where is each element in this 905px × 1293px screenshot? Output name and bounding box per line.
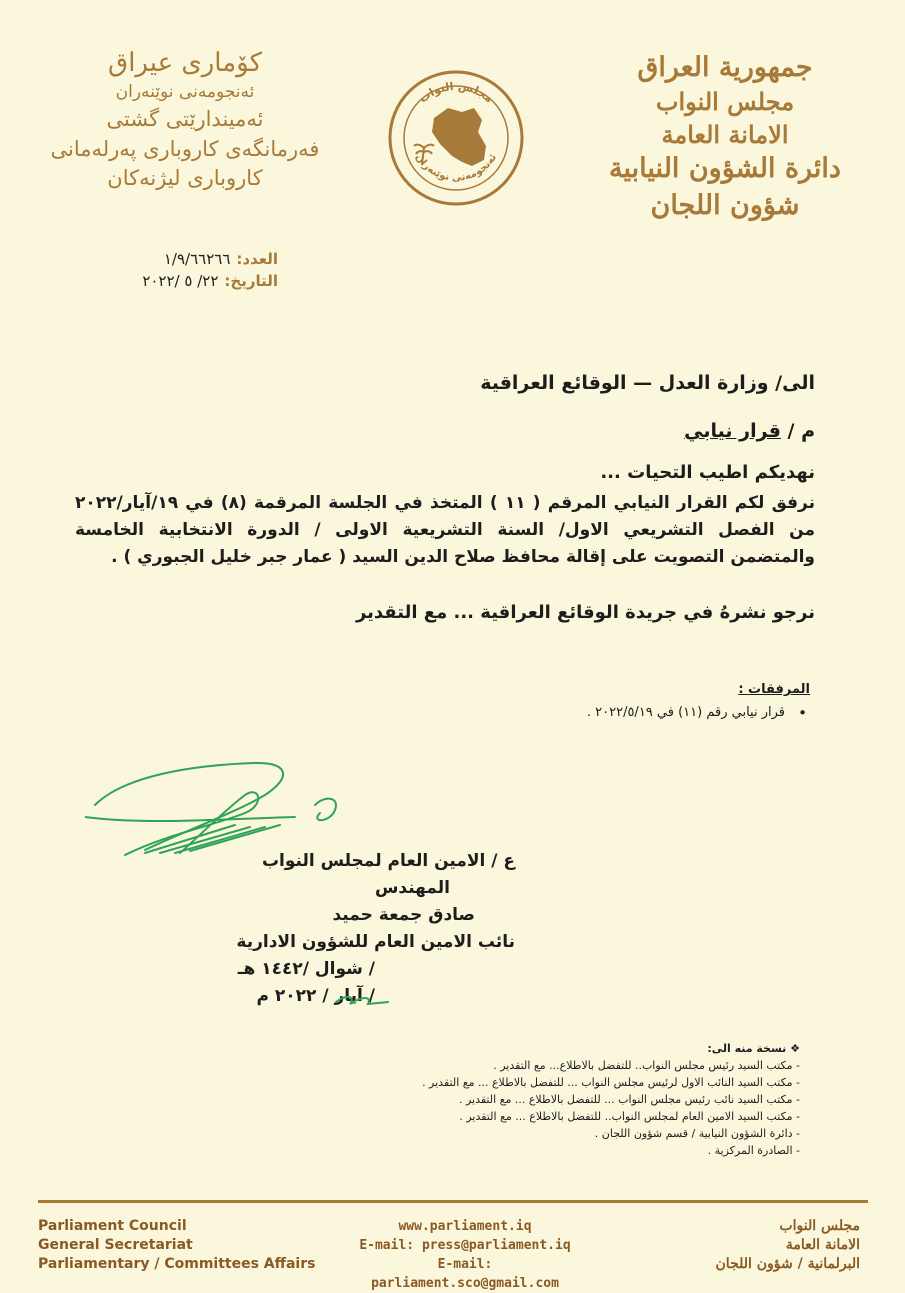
signatory-title: ع / الامين العام لمجلس النواب: [261, 851, 515, 871]
copies-to-heading: ❖ نسخة منه الى:: [707, 1042, 800, 1055]
letterhead-line: کاروباری لیژنەکان: [107, 165, 263, 190]
reference-date-label: التاريخ:: [224, 272, 278, 290]
request-line: نرجو نشرهُ في جريدة الوقائع العراقية ... مع التقدير: [355, 602, 815, 623]
signatory-hijri-date: / شوال /١٤٤٢ هـ: [237, 959, 375, 979]
copy-recipient: - مكتب السيد رئيس مجلس النواب.. للتفضل بالاطلاع... مع التقدير .: [493, 1059, 800, 1072]
letterhead-line: شؤون اللجان: [650, 189, 800, 221]
copy-recipient: - دائرة الشؤون النيابية / قسم شؤون اللجان .: [594, 1127, 800, 1140]
footer-divider: [38, 1200, 868, 1203]
reference-number-row: [78, 250, 278, 268]
footer-line: الامانة العامة: [785, 1237, 860, 1253]
arabic-letterhead: [595, 50, 855, 224]
footer-contact: [345, 1217, 585, 1293]
attachments-heading: المرفقات :: [738, 682, 810, 697]
seal-bottom-text: ئەنجومەنی نوێنەران: [412, 152, 500, 184]
kurdish-letterhead: [40, 45, 330, 193]
copy-recipient: - مكتب السيد الامين العام لمجلس النواب.. للتفضل بالاطلاع ... مع التقدير .: [459, 1110, 800, 1123]
letterhead-line: مجلس النواب: [655, 87, 795, 117]
footer-website-link[interactable]: www.parliament.iq: [398, 1219, 532, 1234]
seal-top-text: مجلس النواب: [416, 79, 496, 106]
footer-line: مجلس النواب: [779, 1218, 860, 1234]
attachment-item: • قرار نيابي رقم (١١) في ٢٠٢٢/٥/١٩ .: [587, 705, 785, 720]
letterhead-line: کۆماری عیراق: [108, 48, 262, 78]
footer-email[interactable]: E-mail: parliament.sco@gmail.com: [371, 1257, 559, 1291]
letterhead-line: الامانة العامة: [661, 119, 789, 149]
footer-line: Parliamentary / Committees Affairs: [38, 1256, 316, 1272]
reference-date-value: ٢٢/ ٥ /٢٠٢٢: [142, 272, 219, 290]
footer-line: Parliament Council: [38, 1218, 187, 1234]
reference-number-label: العدد:: [236, 250, 278, 268]
footer-email[interactable]: E-mail: press@parliament.iq: [359, 1238, 571, 1253]
footer-line: البرلمانية / شؤون اللجان: [715, 1256, 860, 1272]
footer-arabic: [716, 1217, 860, 1274]
letterhead-line: دائرة الشؤون النيابية: [609, 153, 841, 185]
letterhead-line: ئەنجومەنی نوێنەران: [115, 82, 255, 103]
body-paragraph: نرفق لكم القرار النيابي المرقم ( ١١ ) المتخذ في الجلسة المرقمة (٨) في ١٩/آيار/٢٠٢٢ من الفصل التشريعي الاول/ السنة التشريعية الاولى / الدورة الانتخابية الخامسة والمتضمن التصويت على إقالة محافظ صلاح الدين السيد ( عمار جبر خليل الجبوري ) .: [75, 493, 815, 567]
parliament-seal-logo: [386, 68, 526, 208]
subject-value: قرار نيابي: [684, 420, 781, 442]
footer-english: [38, 1217, 315, 1274]
letterhead-line: فەرمانگەی کاروباری پەرلەمانی: [50, 136, 320, 161]
signatory-name: صادق جمعة حميد: [332, 905, 475, 925]
copy-recipient: - مكتب السيد النائب الاول لرئيس مجلس النواب ... للتفضل بالاطلاع ... مع التقدير .: [422, 1076, 800, 1089]
letterhead-line: ئەمیندارێتی گشتی: [106, 107, 264, 132]
copies-to-block: [280, 1042, 800, 1159]
signatory-block: [135, 848, 515, 1010]
signatory-position: نائب الامين العام للشؤون الادارية: [236, 932, 515, 952]
handwritten-date-mark: [332, 990, 392, 1012]
addressee-line: الى/ وزارة العدل — الوقائع العراقية: [480, 372, 815, 394]
letterhead-line: جمهورية العراق: [637, 52, 813, 83]
footer-line: General Secretariat: [38, 1237, 193, 1253]
copy-recipient: - مكتب السيد نائب رئيس مجلس النواب ... للتفضل بالاطلاع ... مع التقدير .: [458, 1093, 800, 1106]
svg-text:مجلس النواب: [417, 80, 496, 106]
reference-date-row: [78, 272, 278, 290]
copy-recipient: - الصادرة المركزية .: [707, 1144, 800, 1157]
subject-line: [75, 420, 815, 442]
signatory-gregorian-date: / آيار / ٢٠٢٢ م: [256, 986, 375, 1006]
reference-block: [78, 250, 278, 294]
greeting: نهديكم اطيب التحيات ...: [600, 462, 815, 483]
signatory-profession: المهندس: [374, 878, 450, 898]
reference-number-value: ١/٩/٦٦٢٦٦: [163, 250, 231, 268]
subject-prefix: م /: [787, 420, 815, 442]
